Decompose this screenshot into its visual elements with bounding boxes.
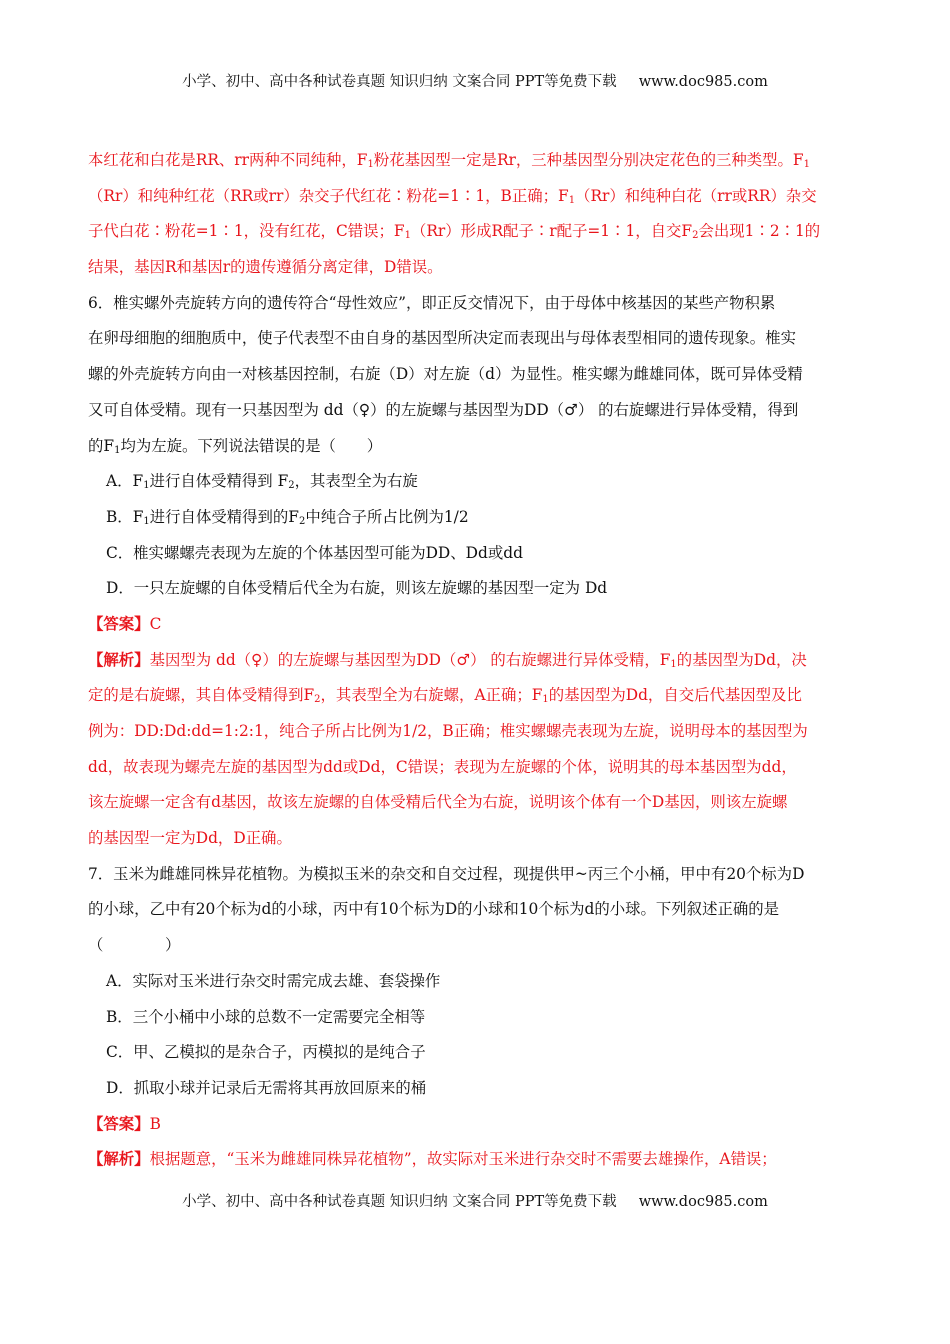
header-text: 小学、初中、高中各种试卷真题 知识归纳 文案合同 PPT等免费下载 [182, 74, 617, 90]
question-line: 7．玉米为雌雄同株异花植物。为模拟玉米的杂交和自交过程，现提供甲~丙三个小桶，甲中有20个标为D [88, 864, 805, 883]
question-line: 螺的外壳旋转方向由一对核基因控制，右旋（D）对左旋（d）为显性。椎实螺为雌雄同体，既可异体受精 [88, 365, 803, 384]
answer-option: D．一只左旋螺的自体受精后代全为右旋，则该左旋螺的基因型一定为 Dd [106, 579, 608, 598]
explanation-line: 定的是右旋螺，其自体受精得到$F_2$，其表型全为右旋螺，A正确；$F_1$的基因型为Dd，自交后代基因型及比 [88, 686, 802, 706]
page-header [0, 70, 950, 91]
explanation-line: 【解析】根据题意，“玉米为雌雄同株异花植物”，故实际对玉米进行杂交时不需要去雄操作，A错误； [88, 1150, 777, 1169]
answer-option: B．三个小桶中小球的总数不一定需要完全相等 [106, 1007, 426, 1026]
header-url[interactable]: www.doc985.com [638, 74, 768, 90]
answer-option: C．甲、乙模拟的是杂合子，丙模拟的是纯合子 [106, 1043, 426, 1062]
question-line: 6．椎实螺外壳旋转方向的遗传符合“母性效应”，即正反交情况下，由于母体中核基因的某些产物积累 [88, 293, 776, 312]
explanation-line: dd，故表现为螺壳左旋的基因型为dd或Dd，C错误；表现为左旋螺的个体，说明其的母本基因型为dd， [88, 757, 797, 776]
explanation-line: （Rr）和纯种红花（RR或rr）杂交子代红花∶粉花=1∶1，B正确；$F_1(Rr)$和纯种白花（rr或RR）杂交 [88, 186, 817, 206]
answer-option: B．$F_1$进行自体受精得到的$F_2$中纯合子所占比例为1/2 [106, 507, 469, 527]
question-line: 在卵母细胞的细胞质中，使子代表型不由自身的基因型所决定而表现出与母体表型相同的遗传现象。椎实 [88, 329, 796, 348]
footer-text: 小学、初中、高中各种试卷真题 知识归纳 文案合同 PPT等免费下载 [182, 1194, 617, 1210]
question-line: （ ） [88, 936, 181, 955]
answer-option: D．抓取小球并记录后无需将其再放回原来的桶 [106, 1078, 427, 1097]
explanation-line: 结果，基因R和基因r的遗传遵循分离定律，D错误。 [88, 258, 443, 277]
document-body [88, 143, 866, 1178]
question-line: 的小球，乙中有20个标为d的小球，丙中有10个标为D的小球和10个标为d的小球。下列叙述正确的是 [88, 900, 780, 919]
explanation-line: 该左旋螺一定含有d基因，故该左旋螺的自体受精后代全为右旋，说明该个体有一个D基因，则该左旋螺 [88, 793, 788, 812]
page-footer [0, 1190, 950, 1211]
footer-url[interactable]: www.doc985.com [638, 1194, 768, 1210]
explanation-line: 本红花和白花是RR、rr两种不同纯种，$F_1$粉花基因型一定是Rr，三种基因型分别决定花色的三种类型。$F_1$ [88, 151, 810, 170]
answer-option: C．椎实螺螺壳表现为左旋的个体基因型可能为DD、Dd或dd [106, 543, 523, 562]
explanation-line: 子代白花∶粉花=1∶1，没有红花，C错误；$F_1(Rr)$形成R配子∶r配子=1∶1，自交$F_2$会出现1∶2∶1的 [88, 222, 821, 242]
explanation-line: 例为：DD:Dd:dd=1:2:1，纯合子所占比例为1/2，B正确；椎实螺螺壳表现为左旋，说明母本的基因型为 [88, 722, 808, 740]
question-line: 又可自体受精。现有一只基因型为 dd（♀）的左旋螺与基因型为DD（♂） 的右旋螺进行异体受精，得到 [88, 400, 799, 419]
question-line: 的$F_1$均为左旋。下列说法错误的是（ ） [88, 436, 383, 456]
explanation-line: 【答案】C [88, 614, 162, 633]
explanation-line: 【答案】B [88, 1114, 161, 1133]
answer-option: A．实际对玉米进行杂交时需完成去雄、套袋操作 [106, 971, 441, 990]
answer-option: A．$F_1$进行自体受精得到 $F_2$，其表型全为右旋 [106, 472, 418, 492]
explanation-line: 【解析】基因型为 dd（♀）的左旋螺与基因型为DD（♂） 的右旋螺进行异体受精，$F_1$的基因型为Dd，决 [88, 650, 807, 670]
explanation-line: 的基因型一定为Dd，D正确。 [88, 829, 292, 848]
